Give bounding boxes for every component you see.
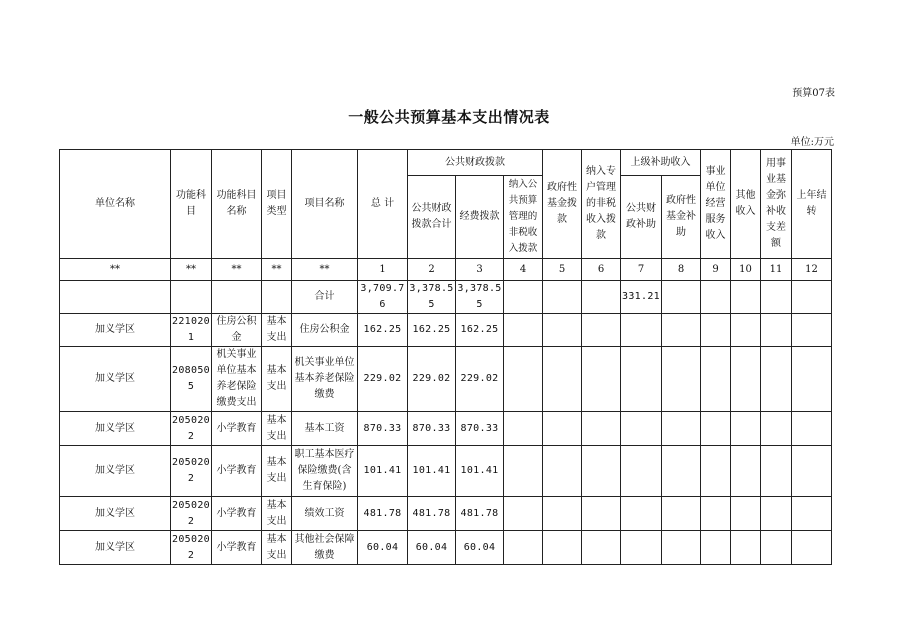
index-cell: 7 [621, 259, 662, 281]
cell-name: 绩效工资 [292, 497, 358, 531]
index-cell: 9 [701, 259, 731, 281]
cell-code: 2080505 [171, 347, 212, 412]
index-cell: 4 [504, 259, 543, 281]
index-row [60, 259, 832, 281]
index-cell: ** [171, 259, 212, 281]
cell-func: 小学教育 [212, 497, 262, 531]
page-title: 一般公共预算基本支出情况表 [348, 108, 550, 126]
cell-func: 小学教育 [212, 412, 262, 446]
index-cell: ** [212, 259, 262, 281]
index-cell: 11 [761, 259, 792, 281]
cell-type: 基本支出 [262, 446, 292, 497]
cell-total: 481.78 [358, 497, 408, 531]
cell-unit: 加义学区 [60, 412, 171, 446]
cell-code: 2050202 [171, 446, 212, 497]
header-superior: 上级补助收入 [621, 150, 701, 176]
cell-name: 机关事业单位基本养老保险缴费 [292, 347, 358, 412]
total-value: 3,709.76 [358, 281, 408, 314]
cell-public-total: 229.02 [408, 347, 456, 412]
index-cell: 10 [731, 259, 761, 281]
cell-func: 住房公积金 [212, 314, 262, 347]
cell-func: 小学教育 [212, 531, 262, 565]
header-operating: 经费拨款 [456, 176, 504, 259]
header-special-nontax: 纳入专户管理的非税收入拨款 [582, 150, 621, 259]
cell-public-total: 481.78 [408, 497, 456, 531]
index-cell: 1 [358, 259, 408, 281]
cell-type: 基本支出 [262, 412, 292, 446]
total-public: 3,378.55 [408, 281, 456, 314]
unit-label: 单位:万元 [790, 137, 834, 148]
cell-unit: 加义学区 [60, 531, 171, 565]
index-cell: ** [262, 259, 292, 281]
index-cell: ** [60, 259, 171, 281]
table-row [60, 347, 832, 412]
cell-public-total: 870.33 [408, 412, 456, 446]
index-cell: 2 [408, 259, 456, 281]
table-row [60, 531, 832, 565]
total-operating: 3,378.55 [456, 281, 504, 314]
cell-code: 2050202 [171, 412, 212, 446]
table-row [60, 412, 832, 446]
cell-operating: 481.78 [456, 497, 504, 531]
cell-name: 住房公积金 [292, 314, 358, 347]
cell-code: 2050202 [171, 497, 212, 531]
header-business-fund: 用事业基金弥补收支差额 [761, 150, 792, 259]
index-cell: 8 [662, 259, 701, 281]
total-label: 合计 [292, 281, 358, 314]
index-cell: 5 [543, 259, 582, 281]
cell-total: 870.33 [358, 412, 408, 446]
header-unit-name: 单位名称 [60, 150, 171, 259]
header-carryover: 上年结转 [792, 150, 832, 259]
cell-public-total: 60.04 [408, 531, 456, 565]
cell-operating: 162.25 [456, 314, 504, 347]
header-func-code: 功能科目 [171, 150, 212, 259]
cell-operating: 229.02 [456, 347, 504, 412]
index-cell: 12 [792, 259, 832, 281]
cell-type: 基本支出 [262, 347, 292, 412]
cell-type: 基本支出 [262, 531, 292, 565]
cell-public-total: 162.25 [408, 314, 456, 347]
cell-total: 229.02 [358, 347, 408, 412]
header-other: 其他收入 [731, 150, 761, 259]
header-item-name: 项目名称 [292, 150, 358, 259]
cell-operating: 101.41 [456, 446, 504, 497]
cell-unit: 加义学区 [60, 497, 171, 531]
cell-unit: 加义学区 [60, 347, 171, 412]
cell-name: 基本工资 [292, 412, 358, 446]
header-func-name: 功能科目名称 [212, 150, 262, 259]
cell-unit: 加义学区 [60, 314, 171, 347]
cell-unit: 加义学区 [60, 446, 171, 497]
header-item-type: 项目类型 [262, 150, 292, 259]
cell-total: 162.25 [358, 314, 408, 347]
cell-type: 基本支出 [262, 497, 292, 531]
cell-func: 小学教育 [212, 446, 262, 497]
total-row [60, 281, 832, 314]
header-superior-fund: 政府性基金补助 [662, 176, 701, 259]
table-row [60, 446, 832, 497]
table-row [60, 314, 832, 347]
cell-operating: 870.33 [456, 412, 504, 446]
cell-code: 2050202 [171, 531, 212, 565]
total-superior-public: 331.21 [621, 281, 662, 314]
header-public-fiscal: 公共财政拨款 [408, 150, 543, 176]
cell-name: 其他社会保障缴费 [292, 531, 358, 565]
cell-operating: 60.04 [456, 531, 504, 565]
header-nontax: 纳入公共预算管理的非税收入拨款 [504, 176, 543, 259]
cell-total: 60.04 [358, 531, 408, 565]
table-number: 预算07表 [792, 88, 835, 99]
table-row [60, 497, 832, 531]
header-gov-fund: 政府性基金拨款 [543, 150, 582, 259]
cell-func: 机关事业单位基本养老保险缴费支出 [212, 347, 262, 412]
cell-code: 2210201 [171, 314, 212, 347]
header-superior-public: 公共财政补助 [621, 176, 662, 259]
budget-table [59, 149, 832, 565]
header-total: 总 计 [358, 150, 408, 259]
index-cell: ** [292, 259, 358, 281]
header-business: 事业单位经营服务收入 [701, 150, 731, 259]
cell-name: 职工基本医疗保险缴费(含生育保险) [292, 446, 358, 497]
cell-type: 基本支出 [262, 314, 292, 347]
index-cell: 3 [456, 259, 504, 281]
cell-total: 101.41 [358, 446, 408, 497]
header-public-fiscal-total: 公共财政拨款合计 [408, 176, 456, 259]
cell-public-total: 101.41 [408, 446, 456, 497]
index-cell: 6 [582, 259, 621, 281]
